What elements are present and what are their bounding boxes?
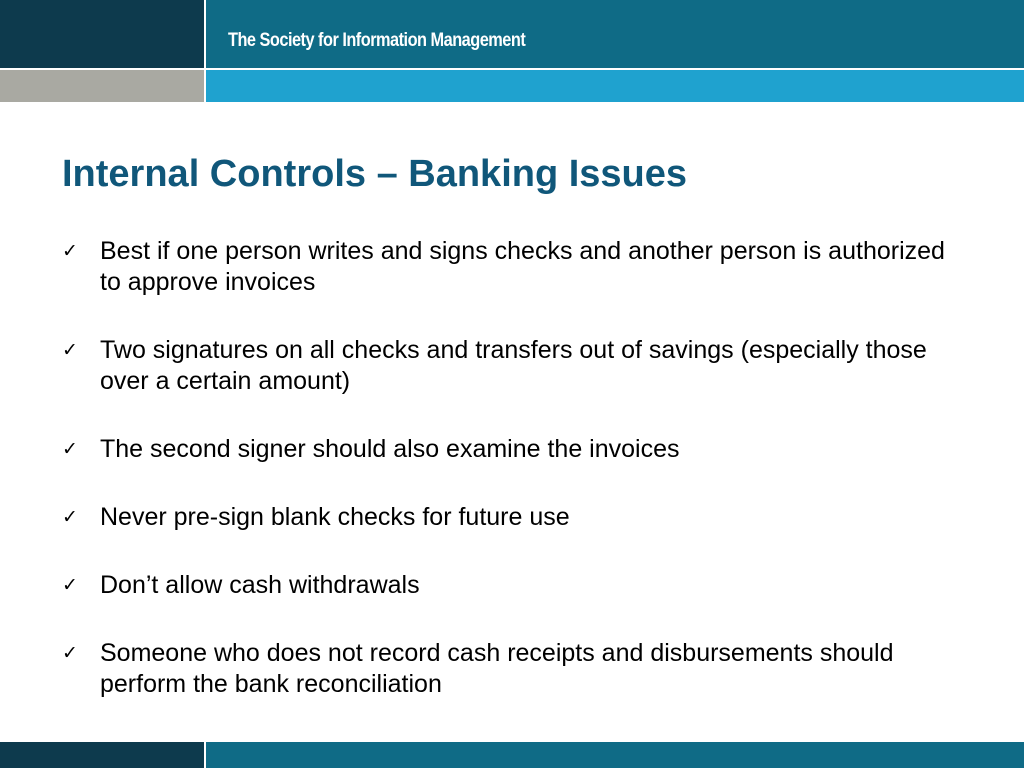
checkmark-icon: ✓ bbox=[62, 240, 78, 262]
bullet-item bbox=[62, 434, 962, 465]
organization-name: The Society for Information Management bbox=[228, 30, 526, 51]
bullet-item bbox=[62, 236, 962, 298]
bullet-list bbox=[62, 236, 962, 737]
bullet-text: The second signer should also examine the invoices bbox=[100, 435, 680, 463]
checkmark-icon: ✓ bbox=[62, 506, 78, 528]
checkmark-icon: ✓ bbox=[62, 438, 78, 460]
bullet-item bbox=[62, 570, 962, 601]
checkmark-icon: ✓ bbox=[62, 574, 78, 596]
bullet-text: Two signatures on all checks and transfers out of savings (especially those over a certain amount) bbox=[100, 336, 927, 395]
slide-title: Internal Controls – Banking Issues bbox=[62, 153, 688, 195]
bullet-item bbox=[62, 335, 962, 397]
checkmark-icon: ✓ bbox=[62, 642, 78, 664]
footer-vertical-divider bbox=[204, 742, 206, 768]
bullet-text: Best if one person writes and signs checks and another person is authorized to approve invoices bbox=[100, 237, 945, 296]
header-dark-block bbox=[0, 0, 204, 68]
header-grey-block bbox=[0, 70, 204, 102]
bullet-text: Someone who does not record cash receipts and disbursements should perform the bank reconciliation bbox=[100, 639, 894, 698]
bullet-text: Don’t allow cash withdrawals bbox=[100, 571, 420, 599]
bullet-item bbox=[62, 502, 962, 533]
footer-teal-band bbox=[206, 742, 1024, 768]
header-vertical-divider bbox=[204, 0, 206, 102]
checkmark-icon: ✓ bbox=[62, 339, 78, 361]
bullet-text: Never pre-sign blank checks for future use bbox=[100, 503, 570, 531]
header-horizontal-divider bbox=[0, 68, 1024, 70]
bullet-item bbox=[62, 638, 962, 700]
footer-dark-block bbox=[0, 742, 204, 768]
header-cyan-band bbox=[206, 70, 1024, 102]
